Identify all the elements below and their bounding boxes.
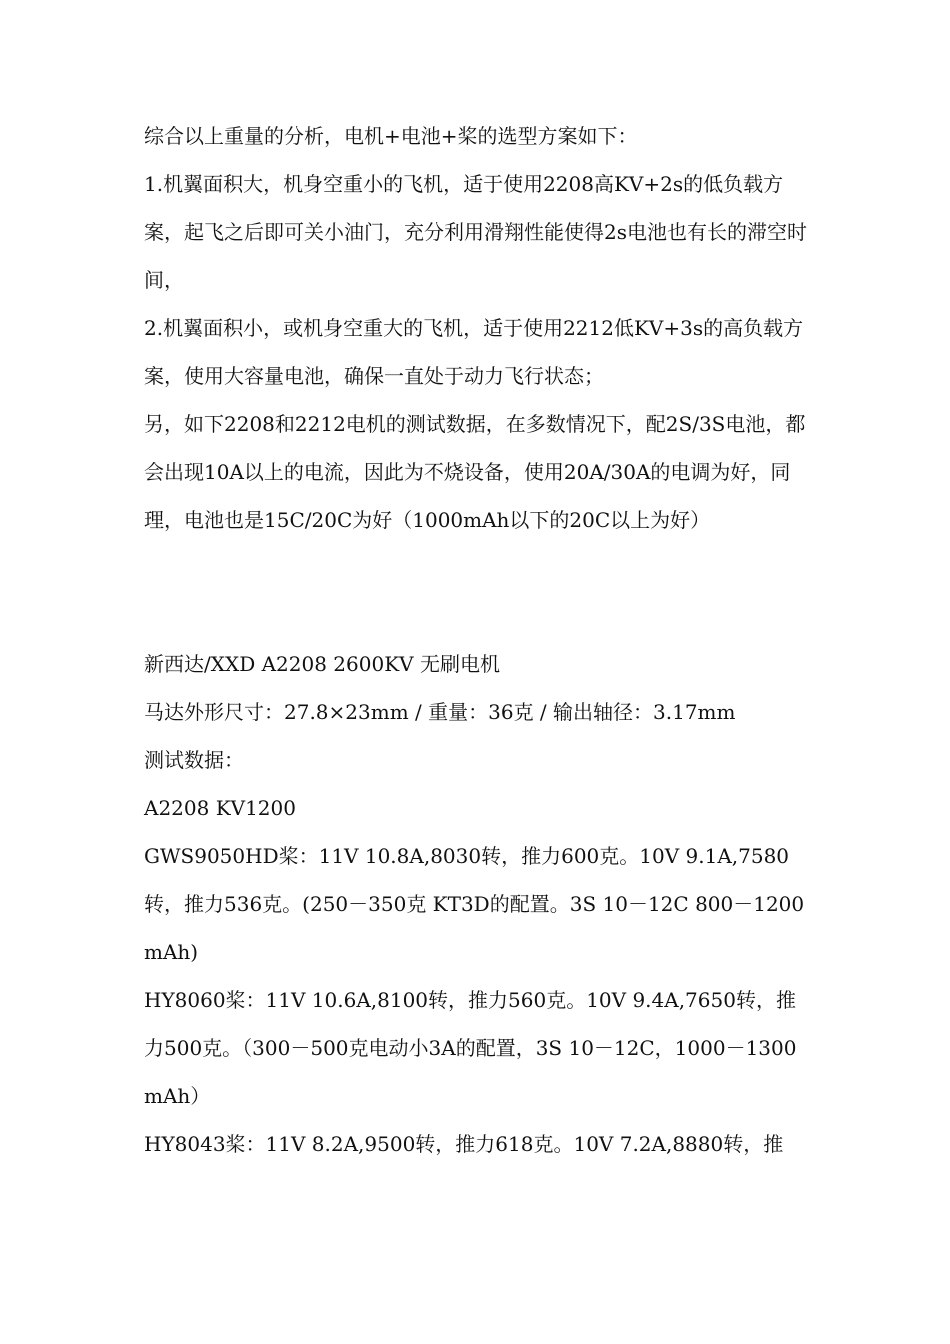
selection-intro: 综合以上重量的分析，电机+电池+桨的选型方案如下：: [144, 124, 638, 148]
section-spacer: [144, 544, 814, 640]
motor-model: A2208 KV1200: [144, 796, 296, 820]
motor-specs: 马达外形尺寸：27.8×23mm / 重量：36克 / 输出轴径：3.17mm: [144, 700, 736, 724]
document-body: [144, 112, 814, 1168]
motor-title: 新西达/XXD A2208 2600KV 无刷电机: [144, 652, 500, 676]
prop-test-hy8060: HY8060桨：11V 10.6A,8100转，推力560克。10V 9.4A,7650转，推力500克。（300－500克电动小3A的配置，3S 10－12C，1000－1300mAh）: [144, 988, 797, 1108]
selection-note: 另，如下2208和2212电机的测试数据，在多数情况下，配2S/3S电池，都会出现10A以上的电流，因此为不烧设备，使用20A/30A的电调为好，同理，电池也是15C/20C为好（1000mAh以下的20C以上为好）: [144, 412, 806, 532]
test-data-label: 测试数据：: [144, 748, 244, 772]
prop-test-gws9050hd: GWS9050HD桨：11V 10.8A,8030转，推力600克。10V 9.1A,7580转，推力536克。(250－350克 KT3D的配置。3S 10－12C 800－1200mAh): [144, 844, 805, 964]
prop-test-hy8043: HY8043桨：11V 8.2A,9500转，推力618克。10V 7.2A,8880转，推: [144, 1132, 784, 1156]
selection-item-2: 2.机翼面积小，或机身空重大的飞机，适于使用2212低KV+3s的高负载方案，使用大容量电池，确保一直处于动力飞行状态；: [144, 316, 804, 388]
selection-item-1: 1.机翼面积大，机身空重小的飞机，适于使用2208高KV+2s的低负载方案，起飞之后即可关小油门，充分利用滑翔性能使得2s电池也有长的滞空时间，: [144, 172, 807, 292]
